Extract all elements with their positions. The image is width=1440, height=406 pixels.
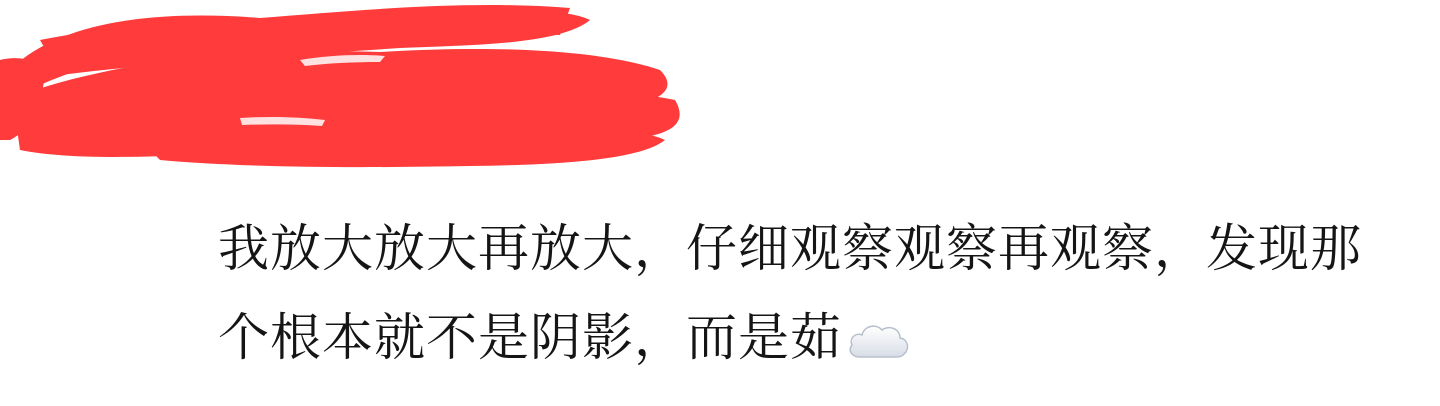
comment-line-2 xyxy=(218,294,1408,383)
comment-line-2-text: 个根本就不是阴影，而是茹 xyxy=(218,309,843,368)
comment-line-1: 我放大放大再放大，仔细观察观察再观察，发现那 xyxy=(218,220,1363,279)
redacted-username xyxy=(0,0,700,190)
cloud-icon xyxy=(846,319,910,361)
comment-text xyxy=(218,205,1408,383)
